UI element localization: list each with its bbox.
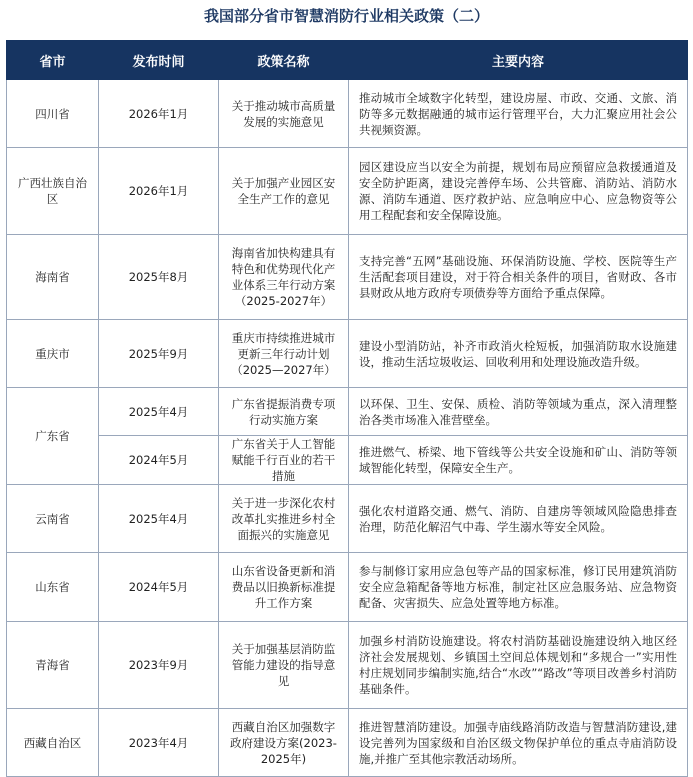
header-policy: 政策名称 [219, 41, 349, 80]
cell-date: 2025年4月 [99, 485, 219, 553]
cell-content: 推进燃气、桥梁、地下管线等公共安全设施和矿山、消防等领域智能化转型，保障安全生产。 [349, 436, 688, 485]
table-header-row [7, 41, 688, 80]
cell-policy: 山东省设备更新和消费品以旧换新标准提升工作方案 [219, 553, 349, 622]
cell-content: 加强乡村消防设施建设。将农村消防基础设施建设纳入地区经济社会发展规划、乡镇国土空间总体规划和“多规合一”实用性村庄规划同步编制实施,结合“水改”“路改”等项目改善乡村消防基础条件。 [349, 622, 688, 709]
table-row [7, 436, 688, 485]
page-title: 我国部分省市智慧消防行业相关政策（二） [203, 7, 489, 25]
table-row [7, 235, 688, 320]
cell-date: 2023年4月 [99, 709, 219, 777]
cell-content: 推动城市全域数字化转型，建设房屋、市政、交通、文旅、消防等多元数据融通的城市运行管理平台，大力汇聚应用社会公共视频资源。 [349, 80, 688, 148]
table-row [7, 388, 688, 436]
cell-policy: 关于加强基层消防监管能力建设的指导意见 [219, 622, 349, 709]
cell-province: 山东省 [7, 553, 99, 622]
cell-date: 2026年1月 [99, 80, 219, 148]
cell-content: 参与制修订家用应急包等产品的国家标准，修订民用建筑消防安全应急箱配备等地方标准，制定社区应急服务站、应急物资配备、灾害损失、应急处置等地方标准。 [349, 553, 688, 622]
cell-policy: 广东省关于人工智能赋能千行百业的若干措施 [219, 436, 349, 485]
cell-policy: 重庆市持续推进城市更新三年行动计划（2025—2027年） [219, 320, 349, 388]
cell-date: 2025年9月 [99, 320, 219, 388]
cell-content: 支持完善“五网”基础设施、环保消防设施、学校、医院等生产生活配套项目建设，对于符合相关条件的项目，省财政、各市县财政从地方政府专项债券等方面给予重点保障。 [349, 235, 688, 320]
header-province: 省市 [7, 41, 99, 80]
cell-date: 2023年9月 [99, 622, 219, 709]
cell-policy: 关于推动城市高质量发展的实施意见 [219, 80, 349, 148]
cell-province: 青海省 [7, 622, 99, 709]
cell-province: 广西壮族自治区 [7, 148, 99, 235]
header-date: 发布时间 [99, 41, 219, 80]
cell-province: 云南省 [7, 485, 99, 553]
cell-date: 2024年5月 [99, 436, 219, 485]
cell-date: 2026年1月 [99, 148, 219, 235]
cell-policy: 广东省提振消费专项行动实施方案 [219, 388, 349, 436]
table-row [7, 553, 688, 622]
cell-policy: 西藏自治区加强数字政府建设方案(2023- 2025年) [219, 709, 349, 777]
cell-content: 建设小型消防站，补齐市政消火栓短板，加强消防取水设施建设，推动生活垃圾收运、回收利用和处理设施改造升级。 [349, 320, 688, 388]
cell-province: 海南省 [7, 235, 99, 320]
cell-date: 2025年8月 [99, 235, 219, 320]
cell-date: 2025年4月 [99, 388, 219, 436]
table-row [7, 709, 688, 777]
cell-province: 重庆市 [7, 320, 99, 388]
table-row [7, 148, 688, 235]
cell-province: 西藏自治区 [7, 709, 99, 777]
cell-policy: 海南省加快构建具有特色和优势现代化产业体系三年行动方案（2025-2027年） [219, 235, 349, 320]
cell-content: 推进智慧消防建设。加强寺庙线路消防改造与智慧消防建设,建设完善列为国家级和自治区级文物保护单位的重点寺庙消防设施,并推广至其他宗教活动场所。 [349, 709, 688, 777]
table-row [7, 622, 688, 709]
policy-table [6, 40, 688, 777]
table-row [7, 485, 688, 553]
cell-province: 四川省 [7, 80, 99, 148]
header-content: 主要内容 [349, 41, 688, 80]
cell-policy: 关于加强产业园区安全生产工作的意见 [219, 148, 349, 235]
table-row [7, 320, 688, 388]
cell-policy: 关于进一步深化农村改革扎实推进乡村全面振兴的实施意见 [219, 485, 349, 553]
cell-content: 园区建设应当以安全为前提，规划布局应预留应急救援通道及安全防护距离，建设完善停车场、公共管廊、消防站、消防水源、消防车通道、医疗救护站、应急响应中心、应急物资等公用工程配套和安全保障设施。 [349, 148, 688, 235]
cell-province: 广东省 [7, 388, 99, 485]
cell-content: 强化农村道路交通、燃气、消防、自建房等领域风险隐患排查治理，防范化解沼气中毒、学生溺水等安全风险。 [349, 485, 688, 553]
cell-content: 以环保、卫生、安保、质检、消防等领域为重点，深入清理整治各类市场准入准营壁垒。 [349, 388, 688, 436]
table-row [7, 80, 688, 148]
cell-date: 2024年5月 [99, 553, 219, 622]
